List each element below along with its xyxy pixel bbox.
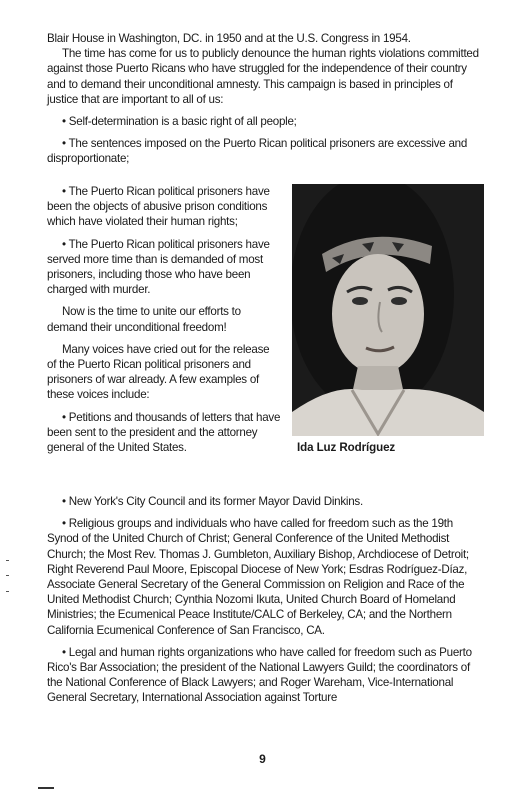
margin-mark	[6, 560, 9, 561]
call-to-action: Now is the time to unite our efforts to demand their unconditional freedom!	[47, 305, 241, 334]
portrait-photo	[292, 184, 484, 436]
margin-mark	[6, 575, 9, 576]
principle-time-served: • The Puerto Rican political prisoners have served more time than is demanded of most prisoners, including those who have been charged with murder.	[47, 237, 270, 297]
wrapped-text-block	[47, 184, 281, 462]
scan-mark	[38, 787, 54, 789]
continued-line: Blair House in Washington, DC. in 1950 and at the U.S. Congress in 1954.	[47, 32, 411, 45]
principle-sentences: • The sentences imposed on the Puerto Rican political prisoners are excessive and disproportionate;	[47, 137, 468, 166]
voice-legal-organizations: • Legal and human rights organizations who have called for freedom such as Puerto Rico's Bar Association; the president of the National Lawyers Guild; the coordinators of the National Conference of Black Lawyers; and Roger Wareham, Vice-International General Secretary, International Association against Torture	[47, 645, 472, 705]
margin-mark	[6, 591, 9, 592]
intro-paragraph: The time has come for us to publicly denounce the human rights violations committed against those Puerto Ricans who have struggled for the independence of their country and to demand their unconditional amnesty. This campaign is based in principles of justice that are important to all of us:	[47, 47, 479, 106]
voice-religious-groups: • Religious groups and individuals who have called for freedom such as the 19th Synod of the United Church of Christ; General Conference of the United Methodist Church; the Most Rev. Thomas J. Gumbleton, Auxiliary Bishop, Archdiocese of Detroit; Right Reverend Paul Moore, Episcopal Diocese of New York; Esdras Rodríguez-Díaz, Associate General Secretary of the General Commission on Religion and Race of the United Methodist Church; Cynthia Nozomi Ikuta, United Church Board of Homeland Ministries; the Ecumenical Peace Institute/CALC of Berkeley, CA; and the Northern California Ecumenical Conference of San Francisco, CA.	[47, 517, 469, 637]
intro-block	[47, 31, 481, 174]
voice-city-council: • New York's City Council and its former Mayor David Dinkins.	[62, 495, 363, 508]
principle-prison-conditions: • The Puerto Rican political prisoners have been the objects of abusive prison conditions which have violated their human rights;	[47, 185, 270, 229]
voice-petitions: • Petitions and thousands of letters that have been sent to the president and the attorney general of the United States.	[47, 410, 281, 455]
page-number: 9	[259, 752, 266, 766]
voices-list	[47, 494, 481, 713]
voices-intro: Many voices have cried out for the release of the Puerto Rican political prisoners and prisoners of war already. A few examples of these voices include:	[47, 342, 270, 402]
principle-self-determination: • Self-determination is a basic right of all people;	[62, 115, 297, 129]
photo-caption: Ida Luz Rodríguez	[297, 441, 396, 454]
